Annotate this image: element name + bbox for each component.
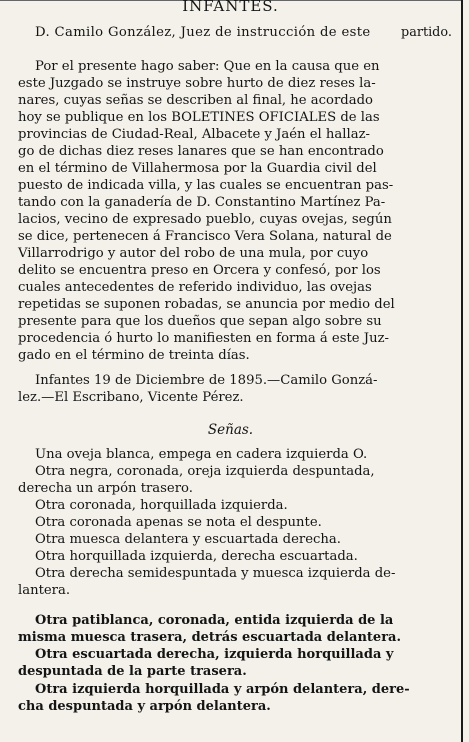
intro-line: D. Camilo González, Juez de instrucción de este <box>35 25 371 40</box>
body-line: delito se encuentra preso en Orcera y confesó, por los <box>18 263 381 278</box>
body-line: en el término de Villahermosa por la Guardia civil del <box>18 161 377 176</box>
sena-bold-line: despuntada de la parte trasera. <box>18 664 247 679</box>
sena-line: lantera. <box>18 583 71 598</box>
sena-bold-line: Otra escuartada derecha, izquierda horquillada y <box>35 647 394 662</box>
body-line: Villarrodrigo y autor del robo de una mula, por cuyo <box>18 246 369 261</box>
body-line: lacios, vecino de expresado pueblo, cuyas ovejas, según <box>18 212 392 227</box>
sena-line: Otra derecha semidespuntada y muesca izquierda de- <box>35 566 396 581</box>
signature-line: lez.—El Escribano, Vicente Pérez. <box>18 390 244 405</box>
section-title: INFANTES. <box>182 0 279 15</box>
body-line: nares, cuyas señas se describen al final, he acordado <box>18 93 373 108</box>
sena-line: Una oveja blanca, empega en cadera izquierda O. <box>35 447 368 462</box>
body-line: puesto de indicada villa, y las cuales se encuentran pas- <box>18 178 394 193</box>
body-line: presente para que los dueños que sepan algo sobre su <box>18 314 382 329</box>
senas-heading: Señas. <box>207 422 254 438</box>
sena-line: Otra muesca delantera y escuartada derecha. <box>35 532 341 547</box>
sena-bold-line: Otra patiblanca, coronada, entida izquierda de la <box>35 613 394 628</box>
body-line: gado en el término de treinta días. <box>18 348 250 363</box>
body-line: provincias de Ciudad-Real, Albacete y Jaén el hallaz- <box>18 127 370 142</box>
sena-bold-line: misma muesca trasera, detrás escuartada delantera. <box>18 630 401 645</box>
sena-bold-line: cha despuntada y arpón delantera. <box>18 699 271 714</box>
sena-bold-line: Otra izquierda horquillada y arpón delantera, dere- <box>35 682 410 697</box>
intro-line: partido. <box>401 25 452 40</box>
body-line: este Juzgado se instruye sobre hurto de diez reses la- <box>18 76 376 91</box>
sena-line: Otra coronada apenas se nota el despunte. <box>35 515 322 530</box>
sena-line: Otra coronada, horquillada izquierda. <box>35 498 288 513</box>
body-line: go de dichas diez reses lanares que se han encontrado <box>18 144 384 159</box>
body-line: repetidas se suponen robadas, se anuncia por medio del <box>18 297 395 312</box>
body-line: tando con la ganadería de D. Constantino Martínez Pa- <box>18 195 386 210</box>
body-line: Por el presente hago saber: Que en la causa que en <box>35 59 380 74</box>
column-rule <box>461 0 463 742</box>
body-line: se dice, pertenecen á Francisco Vera Solana, natural de <box>18 229 392 244</box>
body-line: cuales antecedentes de referido individuo, las ovejas <box>18 280 372 295</box>
body-line: procedencia ó hurto lo manifiesten en forma á este Juz- <box>18 331 389 346</box>
sena-line: Otra horquillada izquierda, derecha escuartada. <box>35 549 358 564</box>
sena-line: derecha un arpón trasero. <box>18 481 193 496</box>
body-line: hoy se publique en los BOLETINES OFICIALES de las <box>18 110 380 125</box>
sena-line: Otra negra, coronada, oreja izquierda despuntada, <box>35 464 375 479</box>
signature-line: Infantes 19 de Diciembre de 1895.—Camilo Gonzá- <box>35 373 378 388</box>
